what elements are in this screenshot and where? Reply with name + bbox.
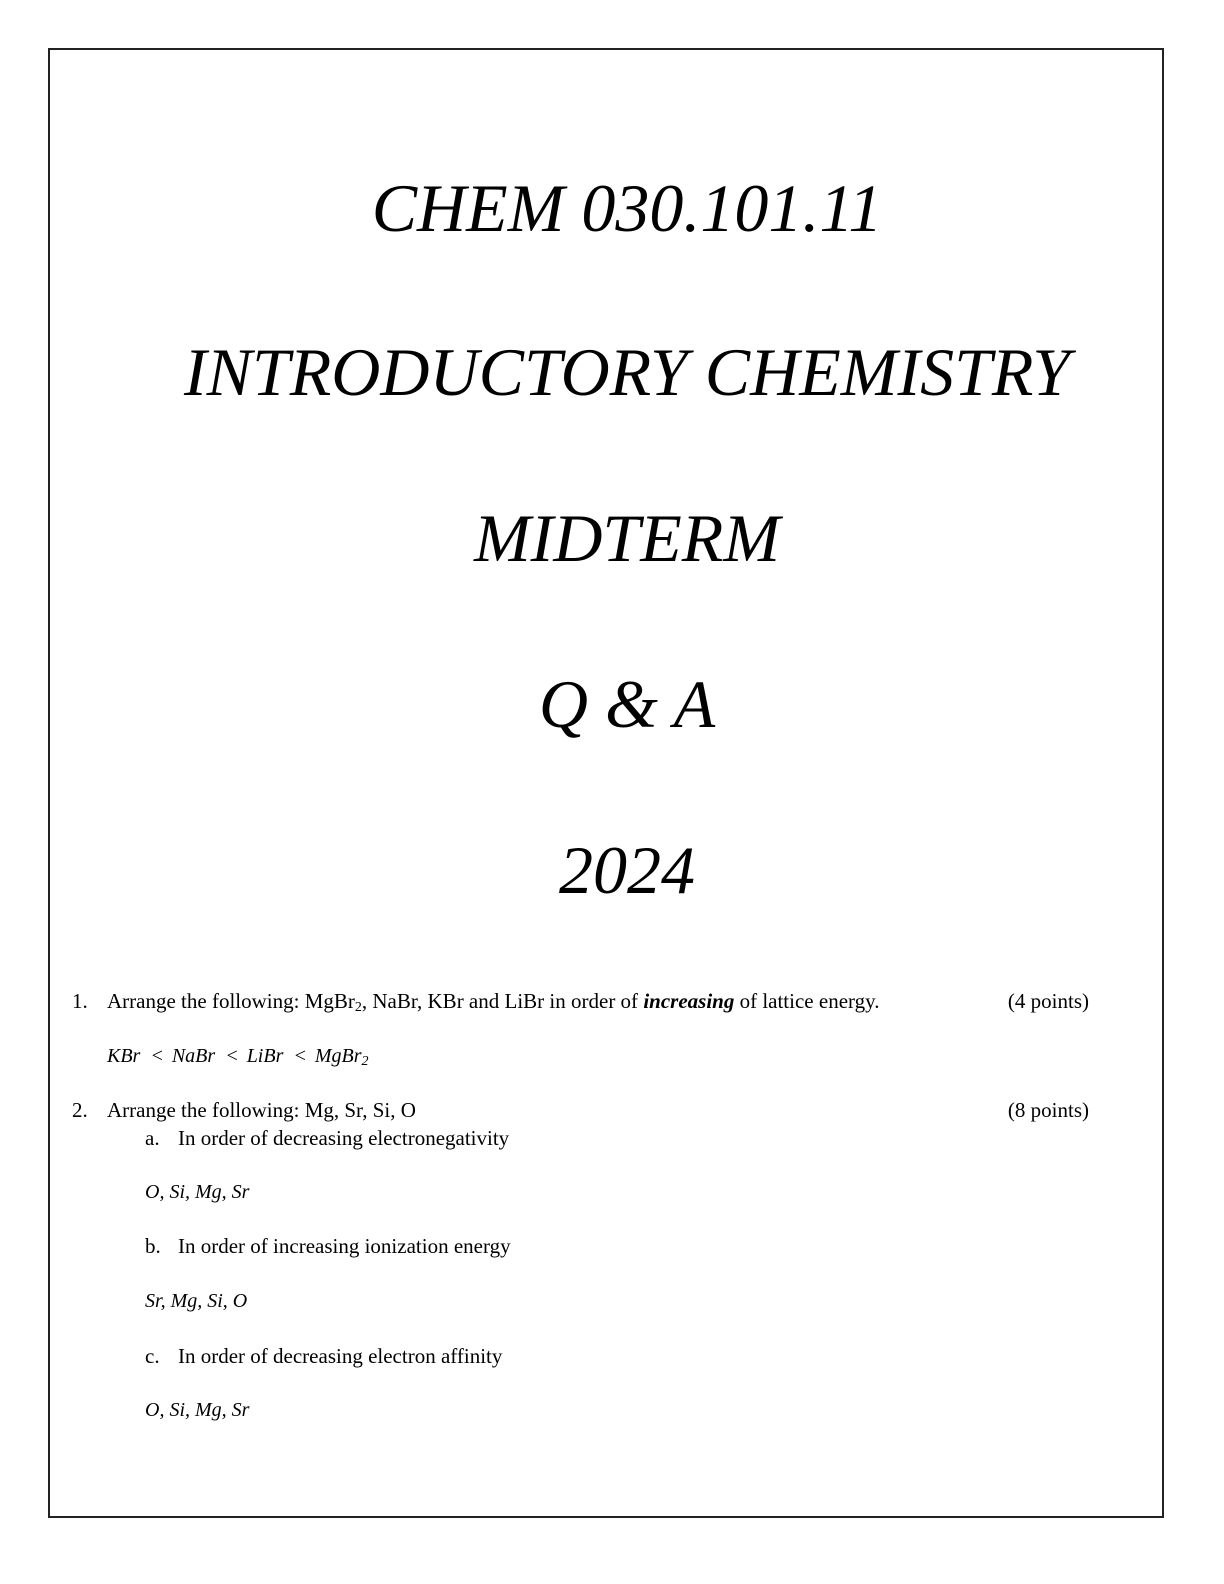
question-text-pre: Arrange the following: MgBr xyxy=(107,989,355,1013)
answer-2b: Sr, Mg, Si, O xyxy=(145,1290,248,1312)
course-name-title: INTRODUCTORY CHEMISTRY xyxy=(183,334,1071,410)
course-code-title: CHEM 030.101.11 xyxy=(371,170,883,246)
format-title: Q & A xyxy=(538,666,716,742)
emphasis-word: increasing xyxy=(643,989,735,1013)
question-text xyxy=(107,988,880,1014)
year-title: 2024 xyxy=(559,832,695,908)
part-label: c. xyxy=(145,1344,160,1368)
question-text-mid: , NaBr, KBr and LiBr in order of xyxy=(361,989,644,1013)
exam-title: MIDTERM xyxy=(474,500,780,576)
less-than-sign: < xyxy=(225,1045,239,1067)
subscript: 2 xyxy=(361,1054,369,1069)
answer-item: NaBr xyxy=(171,1045,216,1067)
question-number: 1. xyxy=(72,989,88,1013)
part-label: b. xyxy=(145,1234,161,1258)
answer-2c: O, Si, Mg, Sr xyxy=(145,1399,250,1421)
part-label: a. xyxy=(145,1126,160,1150)
answer-1 xyxy=(107,1043,369,1069)
subscript: 2 xyxy=(354,1000,362,1015)
question-text: Arrange the following: Mg, Sr, Si, O xyxy=(107,1098,416,1122)
answer-item: LiBr xyxy=(246,1045,284,1067)
question-points: (4 points) xyxy=(1007,989,1089,1013)
part-text: In order of decreasing electronegativity xyxy=(178,1126,510,1150)
answer-item: KBr xyxy=(107,1045,141,1067)
less-than-sign: < xyxy=(293,1045,307,1067)
question-text-post: of lattice energy. xyxy=(734,989,880,1013)
question-number: 2. xyxy=(72,1098,88,1122)
answer-2a: O, Si, Mg, Sr xyxy=(145,1181,250,1203)
answer-item: MgBr xyxy=(314,1045,362,1067)
less-than-sign: < xyxy=(150,1045,164,1067)
question-points: (8 points) xyxy=(1007,1098,1089,1122)
part-text: In order of increasing ionization energy xyxy=(178,1234,511,1258)
part-text: In order of decreasing electron affinity xyxy=(178,1344,503,1368)
